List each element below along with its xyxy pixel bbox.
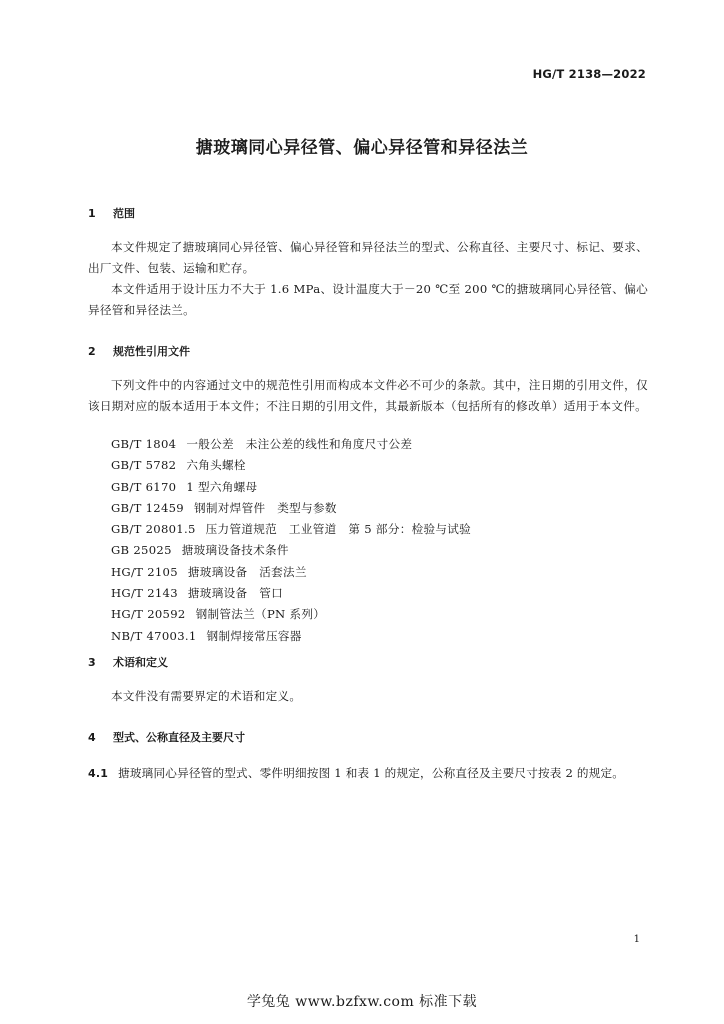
section-number: 2 [88, 345, 96, 358]
reference-item [111, 519, 471, 540]
reference-title: 钢制管法兰（PN 系列） [195, 607, 326, 622]
standard-code: HG/T 2138—2022 [532, 67, 646, 81]
section-3-paragraph-1: 本文件没有需要界定的术语和定义。 [111, 689, 302, 703]
reference-title: 搪玻璃设备 活套法兰 [187, 564, 307, 579]
reference-title: 钢制对焊管件 类型与参数 [194, 500, 337, 515]
reference-item [111, 498, 471, 519]
reference-item [111, 477, 471, 498]
document-title: 搪玻璃同心异径管、偏心异径管和异径法兰 [195, 138, 529, 158]
section-2-heading [88, 343, 190, 359]
section-number: 1 [88, 207, 96, 220]
reference-code: HG/T 2143 [111, 586, 178, 601]
reference-code: GB/T 12459 [111, 500, 184, 515]
reference-code: GB/T 6170 [111, 479, 177, 494]
section-number: 4 [88, 731, 96, 744]
normative-reference-list [111, 434, 471, 647]
section-number: 3 [88, 656, 96, 669]
reference-item [111, 604, 471, 625]
reference-item [111, 434, 471, 455]
reference-code: GB/T 20801.5 [111, 522, 196, 537]
clause-text: 搪玻璃同心异径管的型式、零件明细按图 1 和表 1 的规定，公称直径及主要尺寸按表 2 的规定。 [118, 766, 625, 780]
section-2-paragraph-1: 下列文件中的内容通过文中的规范性引用而构成本文件必不可少的条款。其中，注日期的引用文件，仅该日期对应的版本适用于本文件；不注日期的引用文件，其最新版本（包括所有的修改单）适用于本文件。 [88, 378, 648, 413]
reference-title: 压力管道规范 工业管道 第 5 部分：检验与试验 [205, 522, 472, 537]
section-title: 术语和定义 [113, 656, 168, 669]
reference-item [111, 626, 471, 647]
reference-code: HG/T 2105 [111, 564, 178, 579]
reference-title: 搪玻璃设备 管口 [187, 586, 284, 601]
section-title: 规范性引用文件 [113, 345, 190, 358]
section-title: 型式、公称直径及主要尺寸 [113, 731, 245, 744]
page-number: 1 [633, 934, 640, 945]
section-title: 范围 [113, 207, 135, 220]
reference-item [111, 455, 471, 476]
reference-title: 六角头螺栓 [186, 458, 246, 473]
section-1-heading [88, 205, 135, 221]
reference-code: NB/T 47003.1 [111, 628, 197, 643]
reference-title: 钢制焊接常压容器 [206, 628, 302, 643]
reference-item [111, 562, 471, 583]
section-3-heading [88, 654, 168, 670]
reference-code: GB/T 1804 [111, 437, 177, 451]
reference-title: 搪玻璃设备技术条件 [181, 543, 289, 558]
reference-item [111, 583, 471, 604]
reference-code: HG/T 20592 [111, 607, 186, 622]
footer-watermark-text: 学兔兔 www.bzfxw.com 标准下载 [246, 994, 478, 1010]
reference-title: 一般公差 未注公差的线性和角度尺寸公差 [186, 437, 413, 451]
section-1-paragraph-2: 本文件适用于设计压力不大于 1.6 MPa、设计温度大于－20 ℃至 200 ℃的搪玻璃同心异径管、偏心异径管和异径法兰。 [88, 282, 648, 317]
clause-number: 4.1 [88, 767, 109, 780]
reference-code: GB/T 5782 [111, 458, 177, 473]
reference-code: GB 25025 [111, 543, 172, 558]
reference-item [111, 540, 471, 561]
section-1-paragraph-1: 本文件规定了搪玻璃同心异径管、偏心异径管和异径法兰的型式、公称直径、主要尺寸、标记、要求、出厂文件、包装、运输和贮存。 [88, 240, 648, 275]
clause-4-1 [88, 765, 668, 781]
section-4-heading [88, 729, 245, 745]
reference-title: 1 型六角螺母 [186, 479, 258, 494]
